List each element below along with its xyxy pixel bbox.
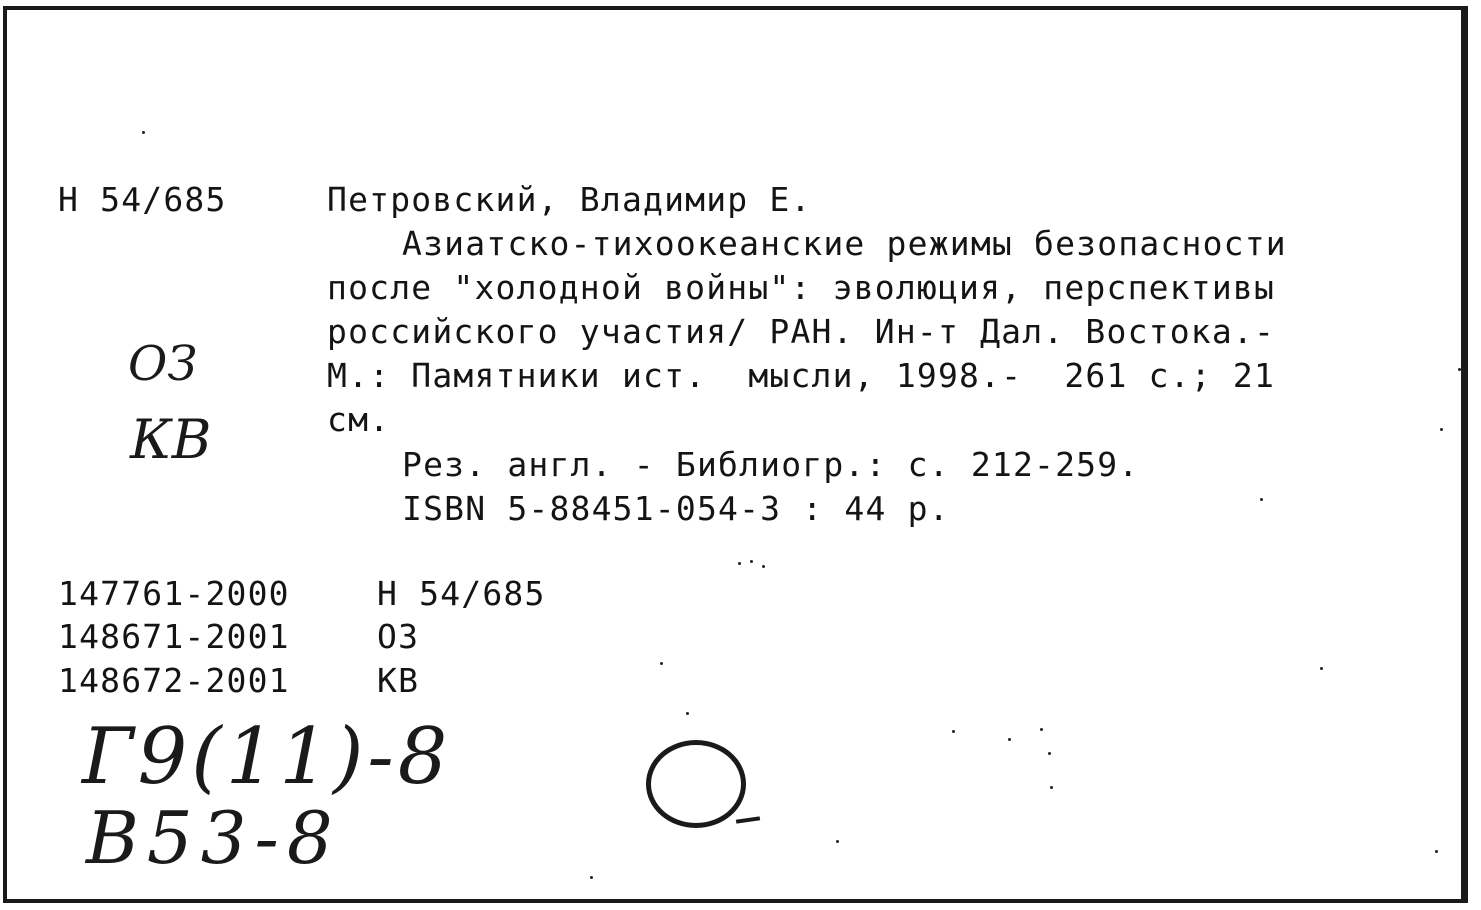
note-isbn-price: ISBN 5-88451-054-3 : 44 р. [402, 489, 950, 528]
speck [750, 560, 753, 563]
accession-number-2: 148671-2001 [58, 617, 290, 656]
title-line-1: Азиатско-тихоокеанские режимы безопасности [402, 224, 1287, 263]
note-summary-bibliography: Рез. англ. - Библиогр.: с. 212-259. [402, 445, 1140, 484]
speck [952, 730, 955, 733]
accession-location-1: Н 54/685 [377, 574, 546, 613]
speck [1435, 850, 1438, 853]
circle-stamp-mark [646, 740, 746, 828]
speck [1260, 498, 1263, 501]
accession-number-1: 147761-2000 [58, 574, 290, 613]
speck [1440, 428, 1443, 431]
speck [660, 662, 663, 665]
speck [1040, 728, 1043, 731]
handwritten-oz: ОЗ [128, 336, 198, 392]
speck [836, 840, 839, 843]
accession-location-3: КВ [377, 661, 420, 700]
title-line-5: см. [327, 400, 391, 439]
title-line-3: российского участия/ РАН. Ин-т Дал. Востока.- [327, 312, 1276, 351]
accession-number-3: 148672-2001 [58, 661, 290, 700]
shelfmark: Н 54/685 [58, 180, 227, 219]
handwritten-kv: КВ [130, 408, 212, 471]
handwritten-classification-2: В53-8 [86, 796, 341, 880]
speck [1458, 368, 1461, 371]
speck [762, 565, 765, 568]
speck [1050, 786, 1053, 789]
title-line-4: М.: Памятники ист. мысли, 1998.- 261 с.; 21 [327, 356, 1276, 395]
speck [1008, 738, 1011, 741]
title-line-2: после "холодной войны": эволюция, перспективы [327, 268, 1276, 307]
speck [142, 131, 145, 134]
author: Петровский, Владимир Е. [327, 180, 812, 219]
speck [738, 562, 741, 565]
speck [686, 712, 689, 715]
speck [590, 876, 593, 879]
speck [1320, 667, 1323, 670]
accession-location-2: ОЗ [377, 617, 420, 656]
speck [1048, 752, 1051, 755]
handwritten-classification-1: Г9(11)-8 [82, 712, 452, 802]
